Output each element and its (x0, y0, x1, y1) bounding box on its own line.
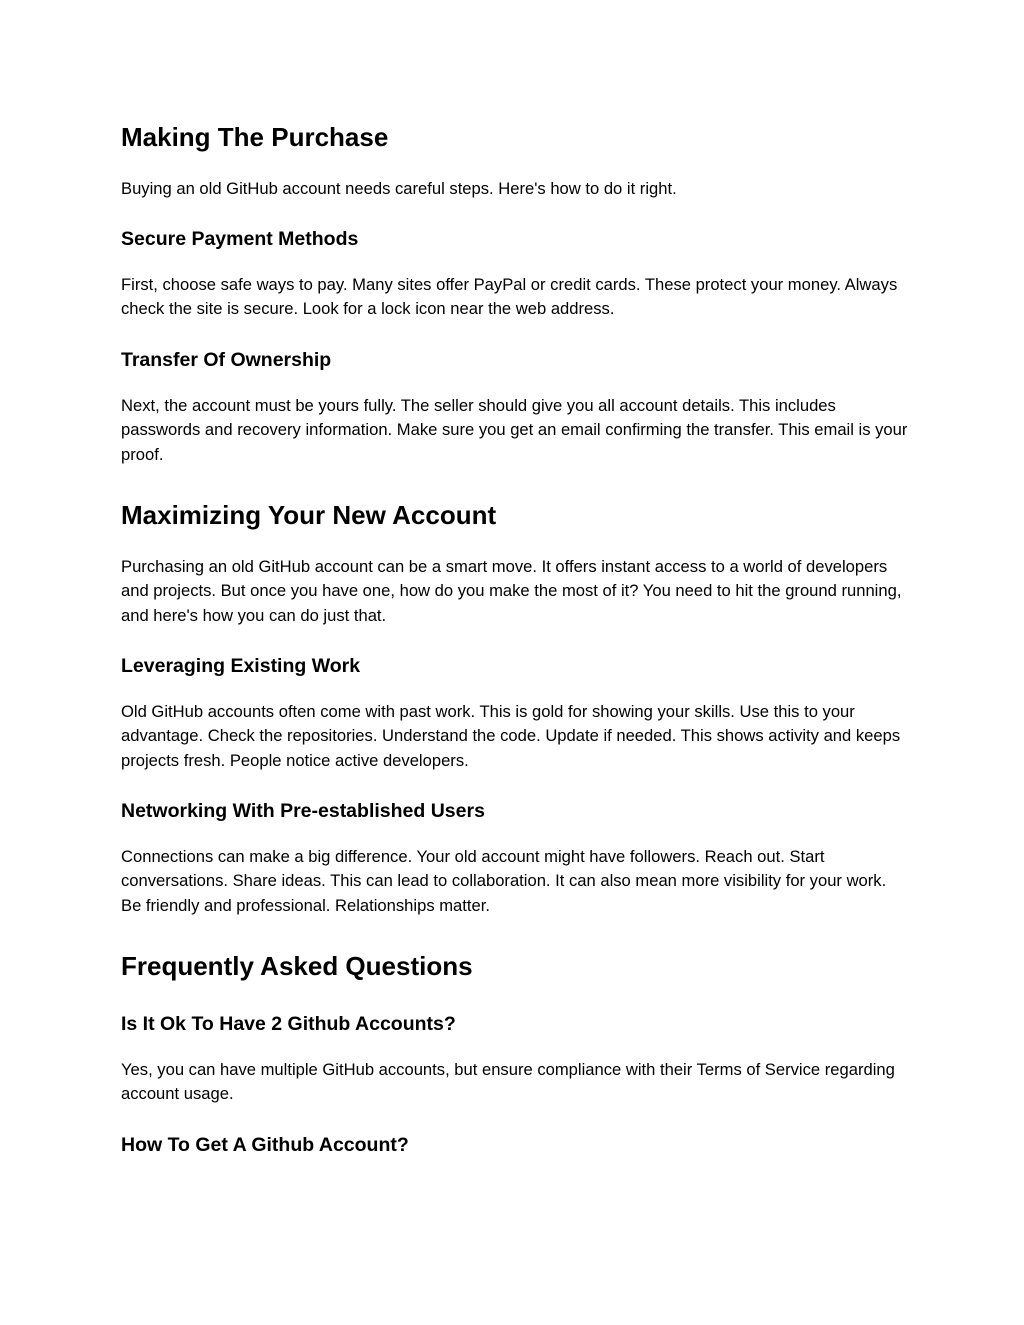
section-heading-faq: Frequently Asked Questions (121, 951, 473, 981)
subheading-networking: Networking With Pre-established Users (121, 800, 485, 822)
section-intro-paragraph: Buying an old GitHub account needs careful steps. Here's how to do it right. (121, 179, 677, 198)
paragraph-networking: Connections can make a big difference. Your old account might have followers. Reach out. Start conversations. Share ideas. This can lead to collaboration. It can also mean more visibility for your work. Be friendly and professional. Relationships matter. (121, 847, 887, 915)
subheading-transfer-of-ownership: Transfer Of Ownership (121, 349, 332, 371)
faq-answer: Yes, you can have multiple GitHub accounts, but ensure compliance with their Terms of Service regarding account usage. (121, 1060, 895, 1104)
subheading-secure-payment-methods: Secure Payment Methods (121, 228, 359, 250)
faq-question: Is It Ok To Have 2 Github Accounts? (121, 1013, 456, 1035)
subheading-leveraging-existing-work: Leveraging Existing Work (121, 655, 361, 677)
section-heading-maximizing-your-new-account: Maximizing Your New Account (121, 500, 497, 530)
section-intro-paragraph: Purchasing an old GitHub account can be a smart move. It offers instant access to a world of developers and projects. But once you have one, how do you make the most of it? You need to hit the ground running, and here's how you can do just that. (121, 557, 902, 625)
paragraph-secure-payment-methods: First, choose safe ways to pay. Many sites offer PayPal or credit cards. These protect your money. Always check the site is secure. Look for a lock icon near the web address. (121, 275, 898, 319)
section-heading-making-the-purchase: Making The Purchase (121, 122, 389, 152)
paragraph-transfer-of-ownership: Next, the account must be yours fully. The seller should give you all account details. This includes passwords and recovery information. Make sure you get an email confirming the transfer. This email is your proof. (121, 396, 908, 464)
paragraph-leveraging-existing-work: Old GitHub accounts often come with past work. This is gold for showing your skills. Use this to your advantage. Check the repositories. Understand the code. Update if needed. This shows activity and keeps projects fresh. People notice active developers. (121, 702, 901, 770)
faq-question: How To Get A Github Account? (121, 1134, 409, 1156)
